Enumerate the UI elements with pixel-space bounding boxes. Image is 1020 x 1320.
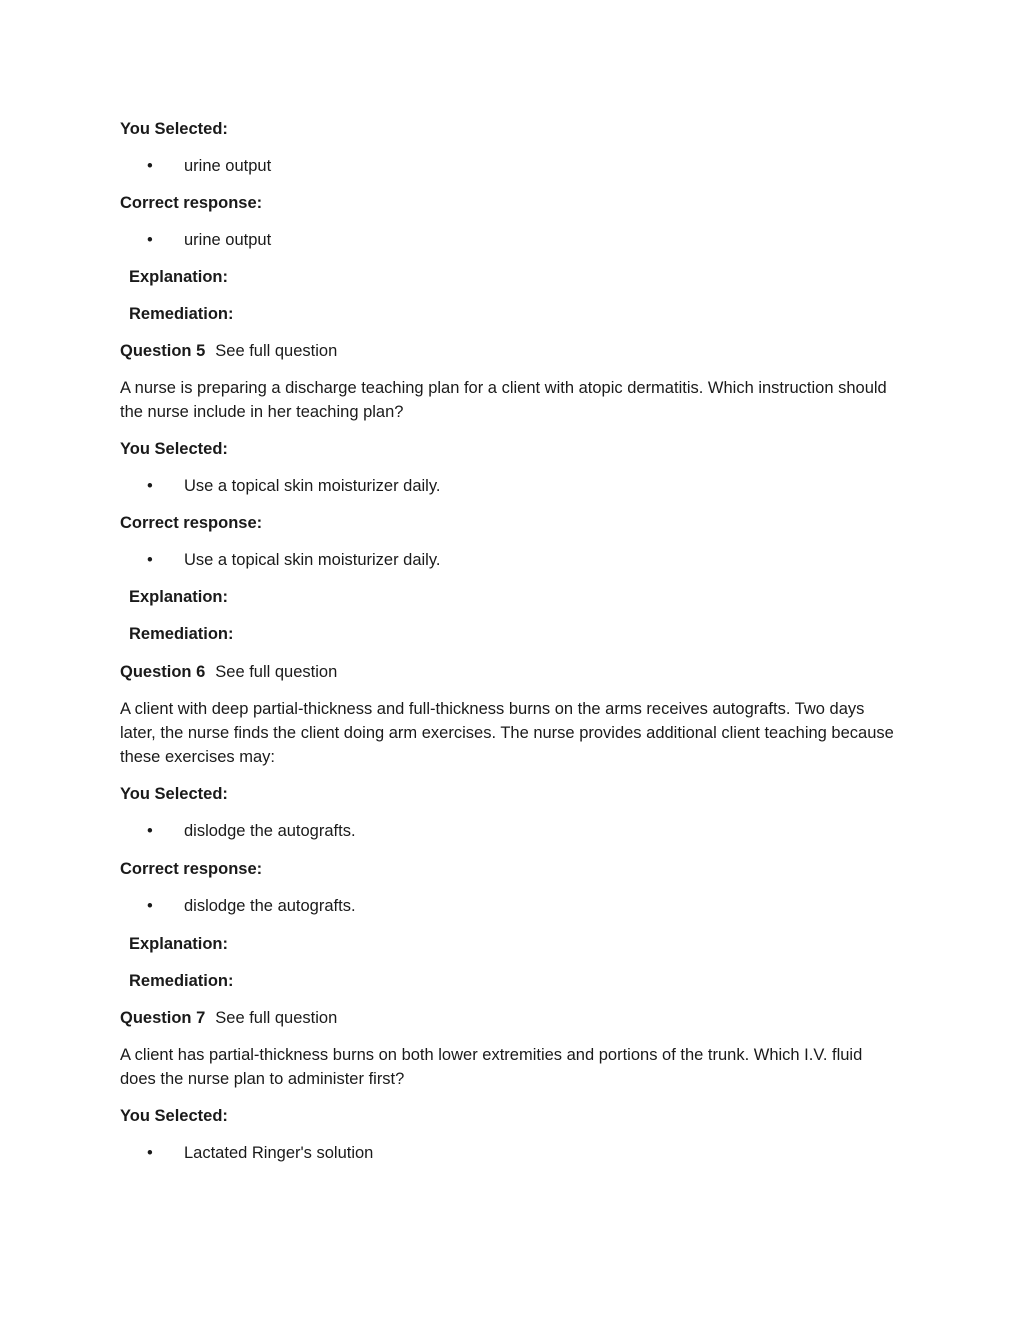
- correct-answer: [120, 228, 900, 252]
- remediation-label: Remediation:: [129, 972, 234, 990]
- question-number: Question 6: [120, 663, 206, 681]
- selected-answer-text: Use a topical skin moisturizer daily.: [184, 477, 441, 495]
- correct-answer-text: Use a topical skin moisturizer daily.: [184, 551, 441, 569]
- see-full-question-link[interactable]: See full question: [215, 663, 338, 681]
- bullet-icon: •: [147, 1144, 153, 1162]
- see-full-question-link[interactable]: See full question: [215, 342, 338, 360]
- bullet-icon: •: [147, 157, 153, 175]
- remediation-label: Remediation:: [129, 625, 234, 643]
- bullet-icon: •: [147, 822, 153, 840]
- bullet-icon: •: [147, 477, 153, 495]
- correct-answer: [120, 894, 900, 918]
- question-number: Question 7: [120, 1009, 206, 1027]
- explanation-label: Explanation:: [129, 935, 229, 953]
- you-selected-label: You Selected:: [120, 785, 228, 803]
- question-header: [120, 339, 900, 363]
- correct-answer: [120, 548, 900, 572]
- explanation-label: Explanation:: [129, 588, 229, 606]
- you-selected-label: You Selected:: [120, 1107, 228, 1125]
- selected-answer: [120, 474, 900, 498]
- remediation-label: Remediation:: [129, 305, 234, 323]
- bullet-icon: •: [147, 231, 153, 249]
- question-text: A client has partial-thickness burns on both lower extremities and portions of the trunk. Which I.V. fluid does the nurse plan to administer first?: [120, 1046, 863, 1088]
- see-full-question-link[interactable]: See full question: [215, 1009, 338, 1027]
- correct-response-label: Correct response:: [120, 860, 263, 878]
- question-header: [120, 1006, 900, 1030]
- selected-answer-text: dislodge the autografts.: [184, 822, 356, 840]
- correct-response-label: Correct response:: [120, 514, 263, 532]
- selected-answer: [120, 1141, 900, 1165]
- correct-response-label: Correct response:: [120, 194, 263, 212]
- bullet-icon: •: [147, 897, 153, 915]
- document-page: [120, 117, 900, 1178]
- you-selected-label: You Selected:: [120, 120, 228, 138]
- selected-answer: [120, 819, 900, 843]
- bullet-icon: •: [147, 551, 153, 569]
- question-text: A nurse is preparing a discharge teaching plan for a client with atopic dermatitis. Which instruction should the nurse include in her teaching plan?: [120, 379, 887, 421]
- you-selected-label: You Selected:: [120, 440, 228, 458]
- selected-answer-text: Lactated Ringer's solution: [184, 1144, 374, 1162]
- selected-answer: [120, 154, 900, 178]
- question-number: Question 5: [120, 342, 206, 360]
- question-header: [120, 660, 900, 684]
- explanation-label: Explanation:: [129, 268, 229, 286]
- correct-answer-text: dislodge the autografts.: [184, 897, 356, 915]
- question-text: A client with deep partial-thickness and full-thickness burns on the arms receives autografts. Two days later, the nurse finds the client doing arm exercises. The nurse provides additional client teaching because these exercises may:: [120, 700, 894, 766]
- correct-answer-text: urine output: [184, 231, 272, 249]
- selected-answer-text: urine output: [184, 157, 272, 175]
